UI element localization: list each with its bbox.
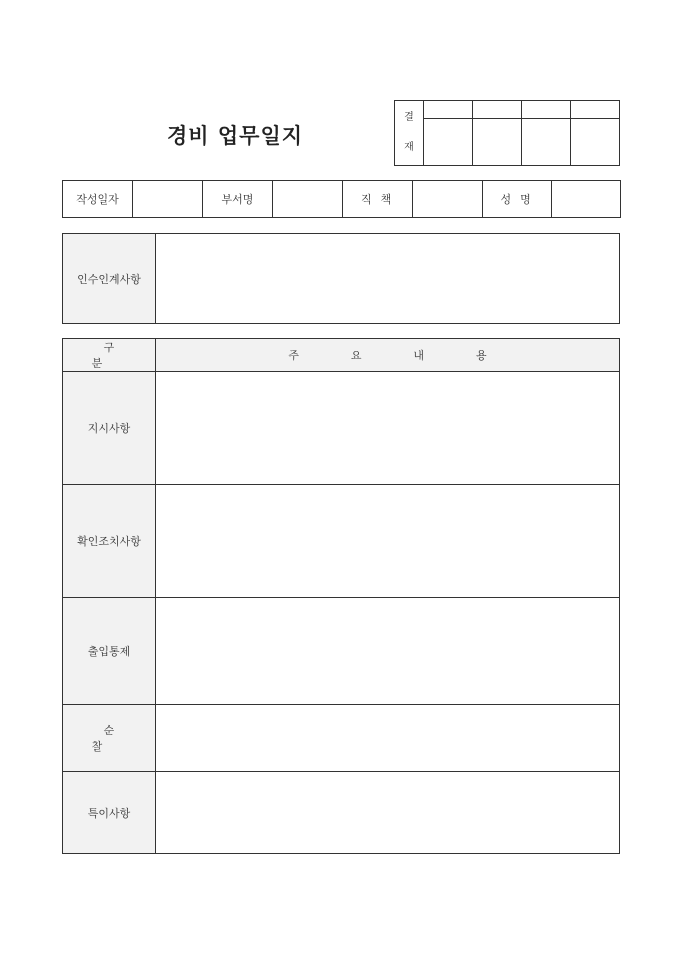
- department-label: 부서명: [203, 181, 273, 218]
- approval-sign-cell-3[interactable]: [522, 119, 571, 166]
- date-label: 작성일자: [63, 181, 133, 218]
- approval-title-cell-1[interactable]: [424, 101, 473, 119]
- approval-label: [395, 101, 424, 166]
- row-field-special-notes[interactable]: [156, 772, 620, 854]
- position-label: 직 책: [343, 181, 413, 218]
- approval-box: [394, 100, 620, 166]
- department-field[interactable]: [273, 181, 343, 218]
- page-title: 경비 업무일지: [166, 124, 304, 148]
- handover-field[interactable]: [156, 234, 620, 324]
- row-label-special-notes: 특이사항: [63, 772, 156, 854]
- header-content: [156, 339, 620, 372]
- info-row: [62, 180, 621, 218]
- approval-sign-cell-4[interactable]: [571, 119, 620, 166]
- row-label-access-control: 출입통제: [63, 598, 156, 705]
- row-label-confirmation: 확인조치사항: [63, 485, 156, 598]
- row-label-instructions: 지시사항: [63, 372, 156, 485]
- approval-label-top: 결: [404, 112, 414, 123]
- position-field[interactable]: [413, 181, 483, 218]
- header-content-text: 주 요 내 용: [288, 349, 511, 362]
- handover-label: 인수인계사항: [63, 234, 156, 324]
- header-category-text: 구 분: [91, 341, 139, 370]
- approval-title-cell-2[interactable]: [473, 101, 522, 119]
- approval-sign-cell-2[interactable]: [473, 119, 522, 166]
- row-label-patrol: [63, 705, 156, 772]
- row-field-patrol[interactable]: [156, 705, 620, 772]
- approval-label-bottom: 재: [404, 142, 414, 153]
- approval-title-cell-3[interactable]: [522, 101, 571, 119]
- row-label-patrol-text: 순 찰: [91, 724, 139, 753]
- name-label: 성 명: [483, 181, 552, 218]
- row-field-instructions[interactable]: [156, 372, 620, 485]
- handover-section: [62, 233, 620, 324]
- row-field-access-control[interactable]: [156, 598, 620, 705]
- header-category: [63, 339, 156, 372]
- row-field-confirmation[interactable]: [156, 485, 620, 598]
- name-field[interactable]: [552, 181, 621, 218]
- approval-title-cell-4[interactable]: [571, 101, 620, 119]
- main-table: [62, 338, 620, 854]
- approval-sign-cell-1[interactable]: [424, 119, 473, 166]
- date-field[interactable]: [133, 181, 203, 218]
